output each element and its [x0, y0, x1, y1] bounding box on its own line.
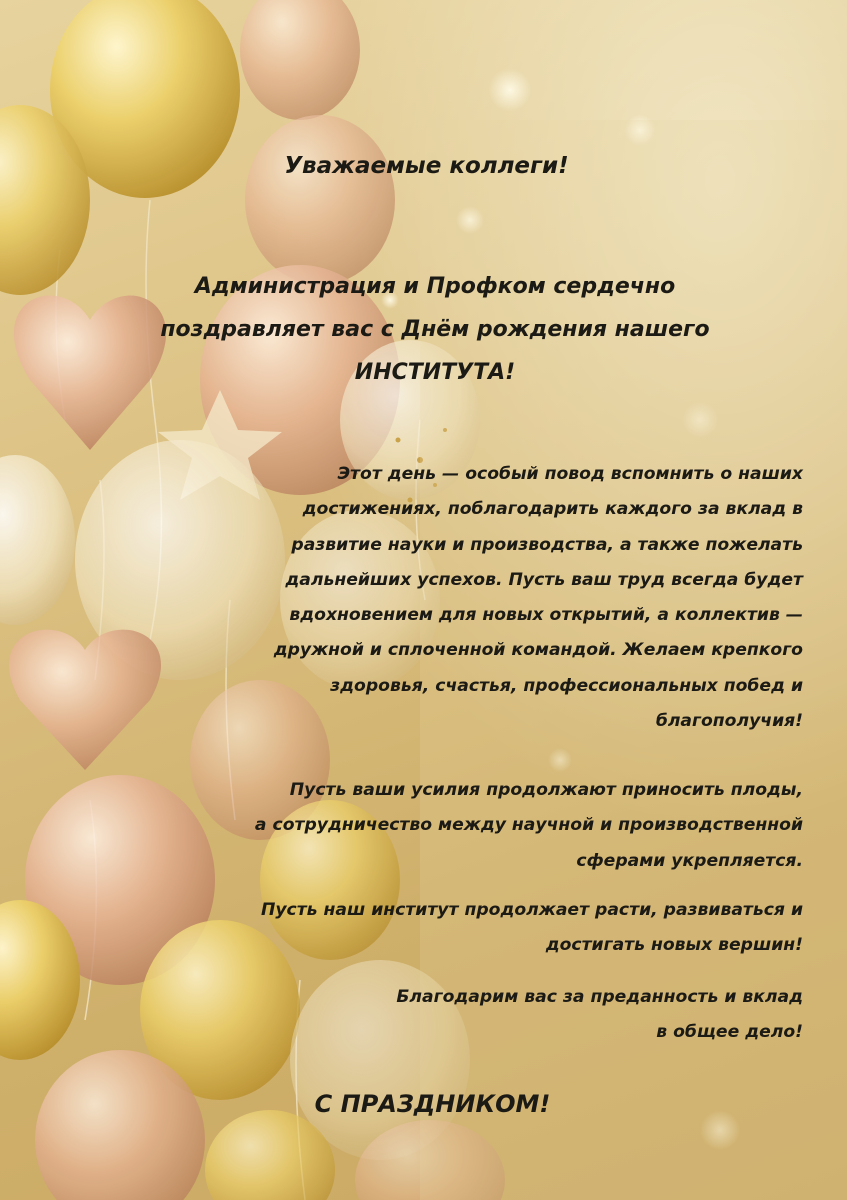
paragraph-line: достигать новых вершин! — [545, 935, 803, 956]
intro-text — [100, 265, 770, 394]
greeting-heading: Уважаемые коллеги! — [284, 153, 569, 179]
paragraph-3 — [261, 893, 803, 964]
paragraph-line: развитие науки и производства, а также пожелать — [291, 534, 803, 555]
paragraph-line: вдохновением для новых открытий, а коллектив — — [289, 605, 803, 626]
paragraph-1 — [274, 457, 803, 739]
paragraph-line: а сотрудничество между научной и производственной — [254, 815, 803, 836]
paragraph-line: Этот день — особый повод вспомнить о наших — [337, 464, 803, 484]
intro-line: поздравляет вас с Днём рождения нашего — [160, 317, 710, 342]
paragraph-line: Пусть ваши усилия продолжают приносить плоды, — [289, 780, 803, 800]
paragraph-line: здоровья, счастья, профессиональных побед и — [330, 675, 803, 696]
paragraph-line: Благодарим вас за преданность и вклад — [396, 987, 803, 1007]
paragraph-line: сферами укрепляется. — [576, 850, 803, 871]
paragraph-line: достижениях, поблагодарить каждого за вклад в — [302, 499, 803, 520]
paragraph-line: дальнейших успехов. Пусть ваш труд всегда будет — [285, 569, 803, 590]
intro-line: ИНСТИТУТА! — [354, 360, 516, 385]
paragraph-line: Пусть наш институт продолжает расти, развиваться и — [260, 900, 803, 920]
paragraph-line: благополучия! — [655, 711, 803, 732]
paragraph-4 — [396, 980, 803, 1051]
paragraph-line: в общее дело! — [656, 1022, 803, 1043]
paragraph-line: дружной и сплоченной командой. Желаем крепкого — [273, 640, 803, 661]
paragraph-2 — [255, 773, 803, 879]
closing-heading: С ПРАЗДНИКОМ! — [314, 1090, 551, 1118]
intro-line: Администрация и Профком сердечно — [194, 274, 676, 299]
